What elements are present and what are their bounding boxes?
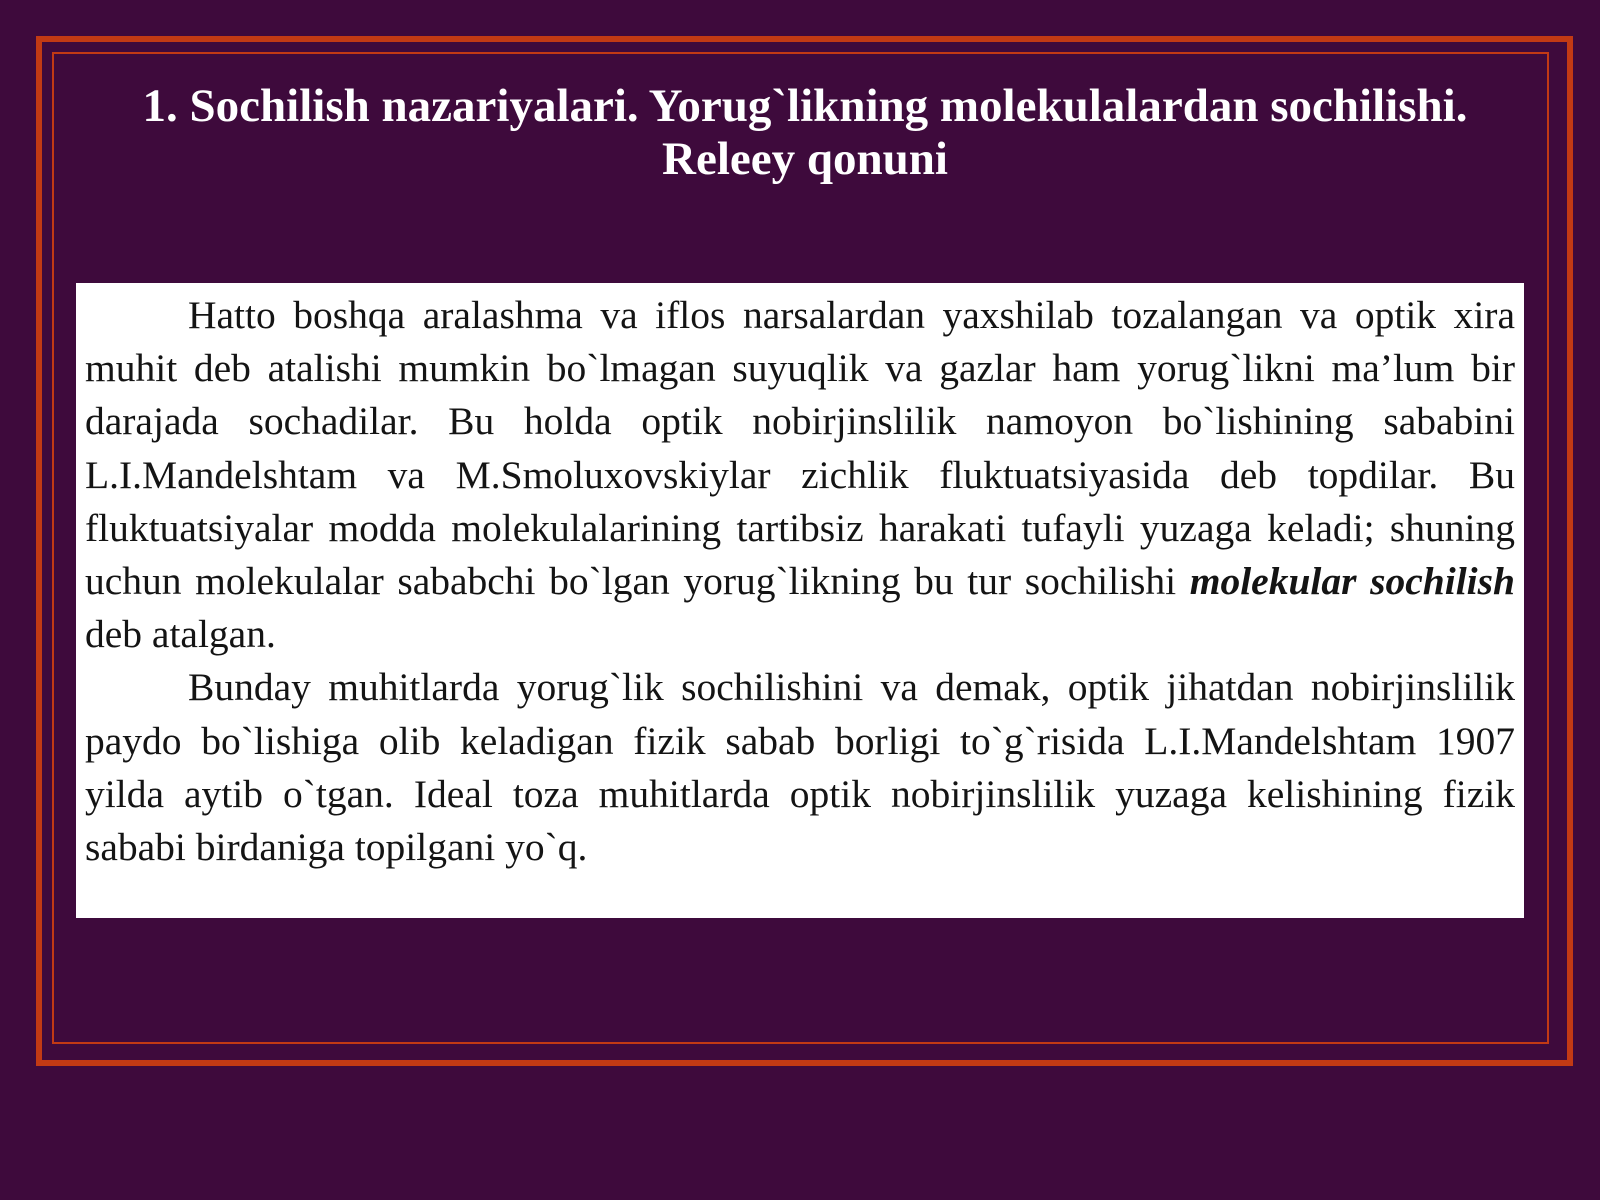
paragraph-1-end: deb atalgan. bbox=[85, 612, 276, 657]
paragraph-2-text: Bunday muhitlarda yorug`lik sochilishini va demak, optik jihatdan nobirjinslilik paydo bo`lishiga olib keladigan fizik sabab borligi to`g`risida L.I.Mandelshtam 1907 yilda aytib o`tgan. Ideal toza muhitlarda optik nobirjinslilik yuzaga kelishining fizik sababi birdaniga topilgani yo`q. bbox=[85, 665, 1515, 870]
molekular-sochilish-term: molekular sochilish bbox=[1189, 559, 1515, 604]
text-panel bbox=[76, 283, 1524, 918]
paragraph-1-text: Hatto boshqa aralashma va iflos narsalardan yaxshilab tozalangan va optik xira muhit deb atalishi mumkin bo`lmagan suyuqlik va gazlar ham yorug`likni ma’lum bir darajada sochadilar. Bu holda optik nobirjinslilik namoyon bo`lishining sababini L.I.Mandelshtam va M.Smoluxovskiylar zichlik fluktuatsiyasida deb topdilar. Bu fluktuatsiyalar modda molekulalarining tartibsiz harakati tufayli yuzaga keladi; shuning uchun molekulalar sababchi bo`lgan yorug`likning bu tur sochilishi bbox=[85, 293, 1515, 604]
slide-title: 1. Sochilish nazariyalari. Yorug`likning molekulalardan sochilishi. Releey qonuni bbox=[142, 80, 1468, 185]
text-block bbox=[85, 289, 1515, 874]
